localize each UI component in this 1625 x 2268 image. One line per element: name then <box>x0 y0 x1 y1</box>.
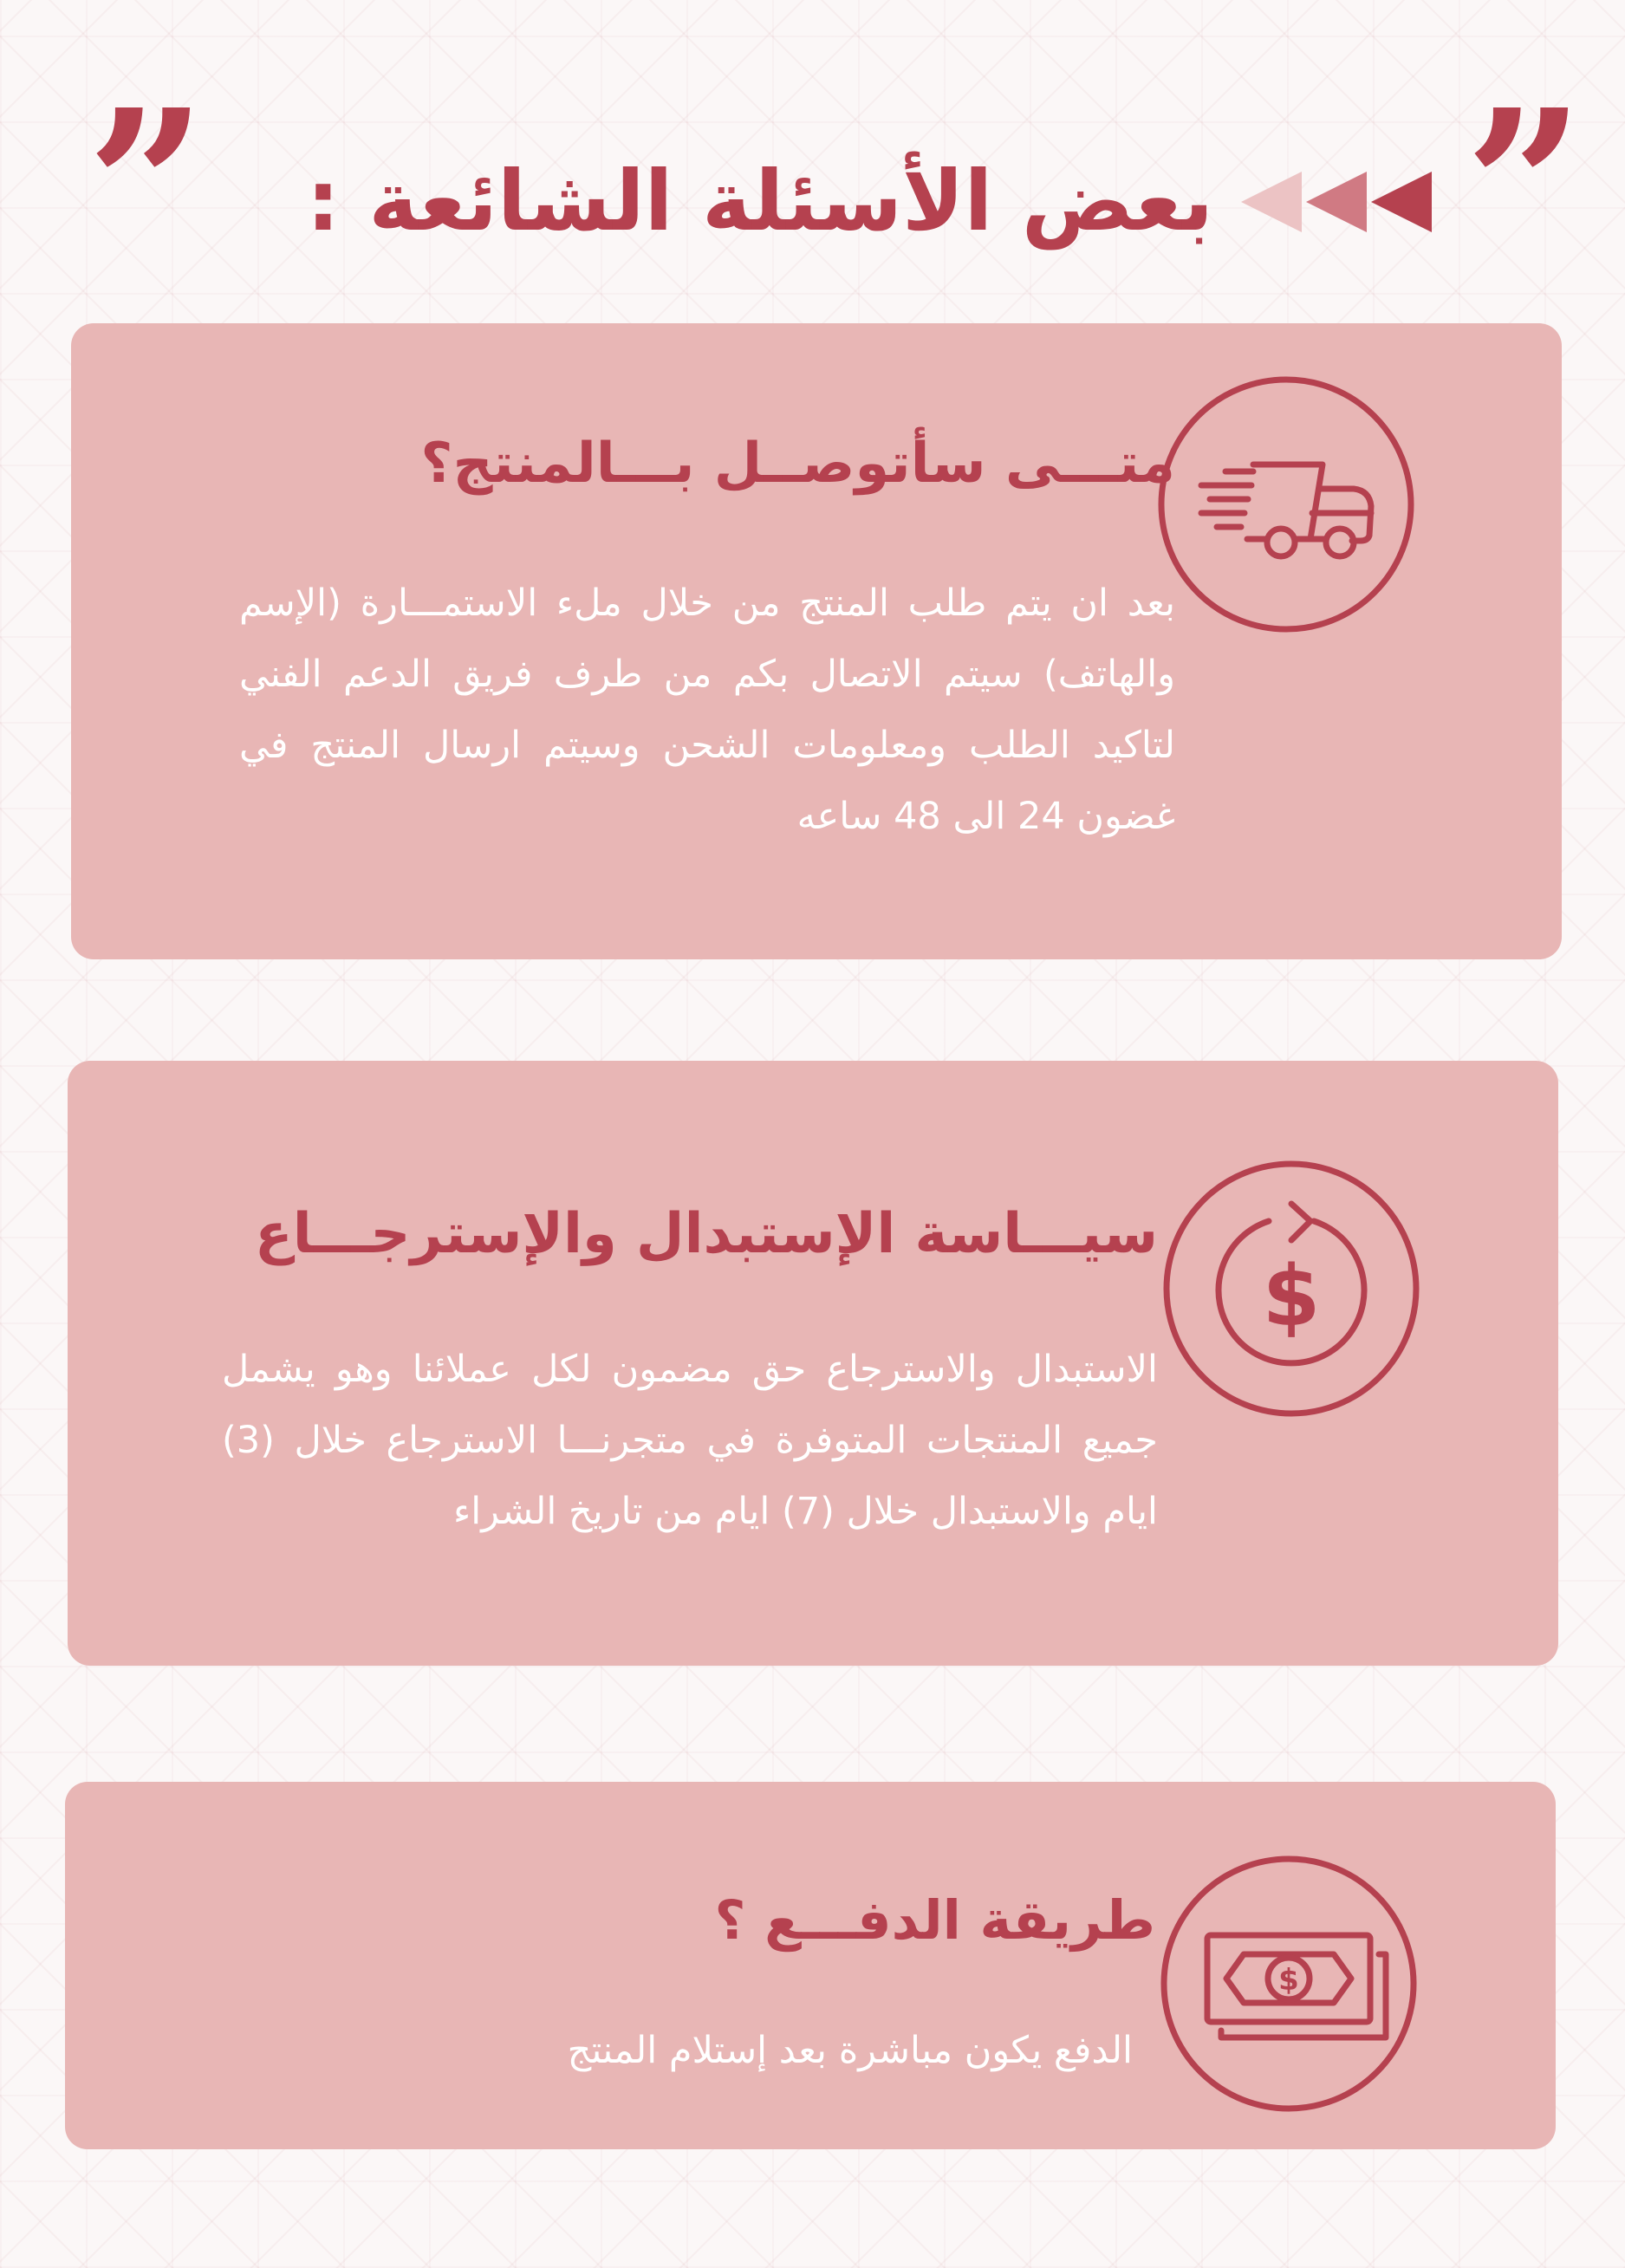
faq-answer-payment: الدفع يكون مباشرة بعد إستلام المنتج <box>567 2029 1133 2072</box>
faq-question-delivery: متـــى سأتوصــل بـــالمنتج؟ <box>420 432 1175 496</box>
faq-answer-delivery: بعد ان يتم طلب المنتج من خلال ملء الاستمـــارة (الإسم والهاتف) سيتم الاتصال بكم من طرف فريق الدعم الفني لتاكيد الطلب ومعلومات الشحن وسيتم ارسال المنتج في غضون 24 الى 48 ساعه <box>239 582 1175 838</box>
faq-answer-return-policy: الاستبدال والاسترجاع حق مضمون لكل عملائنا وهو يشمل جميع المنتجات المتوفرة في متجرنـــا الاسترجاع خلال (3) ايام والاستبدال خلال (7) ايام من تاريخ الشراء <box>222 1348 1158 1533</box>
delivery-truck-icon <box>1156 374 1416 634</box>
faq-card-return-policy <box>68 1061 1558 1666</box>
banknote-icon <box>1159 1854 1419 2114</box>
faq-card-delivery <box>71 323 1562 959</box>
svg-text:$: $ <box>1278 1963 1299 1998</box>
faq-question-return-policy: سيـــاسة الإستبدال والإسترجـــاع <box>255 1202 1158 1266</box>
triangle-arrows-icon <box>1232 163 1432 241</box>
quote-mark-right: ” <box>1465 64 1568 309</box>
faq-question-payment: طريقة الدفـــع ؟ <box>714 1888 1155 1952</box>
svg-text:$: $ <box>1262 1248 1321 1345</box>
quote-mark-left: ” <box>87 64 190 309</box>
faq-card-payment <box>65 1782 1556 2149</box>
page-title: بعض الأسئلة الشائعة : <box>306 153 1213 250</box>
refund-dollar-icon <box>1161 1159 1421 1419</box>
